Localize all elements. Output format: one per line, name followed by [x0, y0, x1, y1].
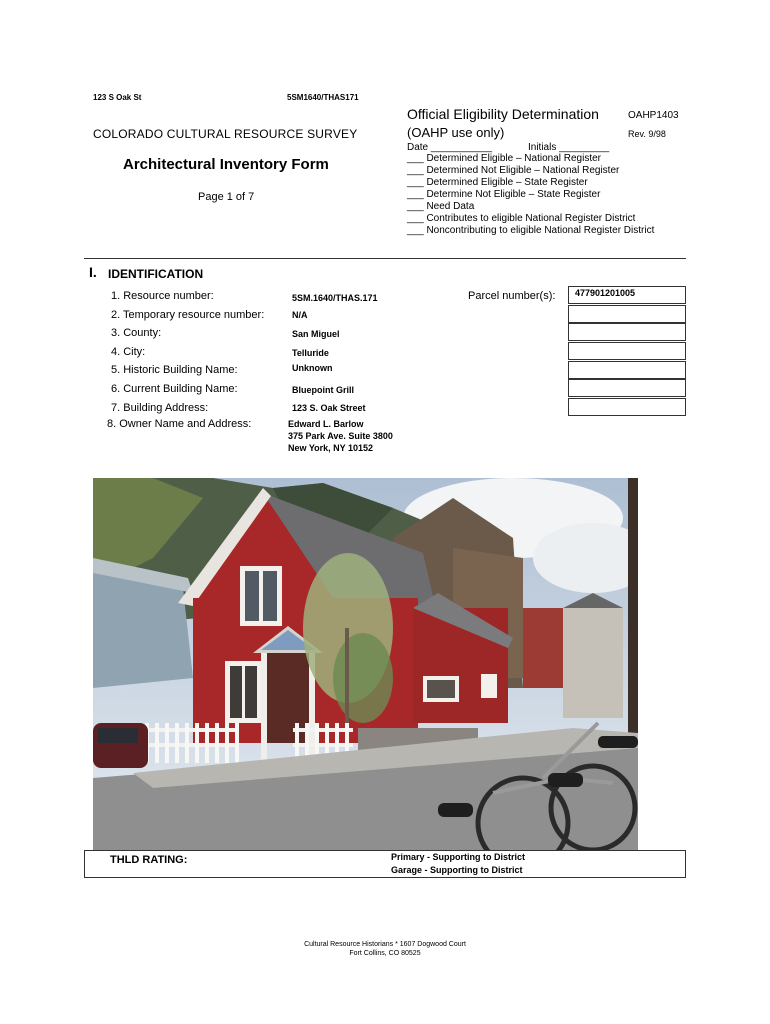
oahp-title: Official Eligibility Determination	[407, 106, 599, 122]
header-address: 123 S Oak St	[93, 93, 142, 102]
parcel-number-field[interactable]: 477901201005	[568, 286, 686, 304]
footer-line-1: Cultural Resource Historians * 1607 Dogwood Court	[304, 941, 466, 948]
eligibility-checklist	[407, 153, 654, 237]
rating-label: THLD RATING:	[110, 854, 188, 866]
rating-garage: Garage - Supporting to District	[391, 865, 523, 875]
label-temporary-resource-number: 2. Temporary resource number:	[111, 309, 265, 321]
value-owner-city: New York, NY 10152	[288, 443, 374, 453]
form-title: Architectural Inventory Form	[123, 156, 329, 173]
label-county: 3. County:	[111, 327, 162, 339]
page-label: Page 1 of 7	[198, 191, 255, 203]
parcel-number-field[interactable]	[568, 305, 686, 323]
value-owner-street: 375 Park Ave. Suite 3800	[288, 431, 393, 441]
parcel-number-field[interactable]	[568, 379, 686, 397]
parcel-number-field[interactable]	[568, 361, 686, 379]
section-divider	[84, 258, 686, 259]
value-building-address: 123 S. Oak Street	[292, 403, 366, 413]
initials-field[interactable]: Initials _________	[528, 142, 610, 153]
survey-title: COLORADO CULTURAL RESOURCE SURVEY	[93, 127, 358, 141]
header-site-id: 5SM1640/THAS171	[287, 93, 359, 102]
label-resource-number: 1. Resource number:	[111, 290, 214, 302]
oahp-code: OAHP1403	[628, 110, 679, 121]
value-owner-name: Edward L. Barlow	[288, 419, 364, 429]
label-city: 4. City:	[111, 346, 146, 358]
value-city: Telluride	[292, 348, 329, 358]
value-temporary-resource-number: N/A	[292, 310, 308, 320]
value-current-building-name: Bluepoint Grill	[292, 385, 354, 395]
checklist-item[interactable]: ___ Contributes to eligible National Register District	[407, 213, 636, 224]
value-resource-number: 5SM.1640/THAS.171	[292, 293, 378, 303]
parcel-number-field[interactable]	[568, 398, 686, 416]
checklist-item[interactable]: ___ Determined Eligible – State Register	[407, 177, 588, 188]
section-numeral: I.	[89, 264, 97, 280]
building-photo	[93, 478, 638, 850]
parcel-label: Parcel number(s):	[468, 290, 556, 302]
label-owner-name-address: 8. Owner Name and Address:	[107, 418, 252, 430]
checklist-item[interactable]: ___ Determined Not Eligible – National Register	[407, 165, 620, 176]
label-historic-building-name: 5. Historic Building Name:	[111, 364, 238, 376]
rating-box	[84, 850, 686, 878]
checklist-item[interactable]: ___ Noncontributing to eligible National Register District	[407, 225, 655, 236]
value-county: San Miguel	[292, 329, 340, 339]
value-historic-building-name: Unknown	[292, 363, 333, 373]
label-building-address: 7. Building Address:	[111, 402, 209, 414]
label-current-building-name: 6. Current Building Name:	[111, 383, 238, 395]
parcel-number-field[interactable]	[568, 323, 686, 341]
parcel-number-field[interactable]	[568, 342, 686, 360]
checklist-item[interactable]: ___ Determine Not Eligible – State Register	[407, 189, 601, 200]
rating-primary: Primary - Supporting to District	[391, 852, 526, 862]
checklist-item[interactable]: ___ Determined Eligible – National Register	[407, 153, 601, 164]
date-field[interactable]: Date ___________	[407, 142, 493, 153]
section-title: IDENTIFICATION	[108, 267, 204, 281]
footer-line-2: Fort Collins, CO 80525	[349, 950, 421, 957]
checklist-item[interactable]: ___ Need Data	[407, 201, 475, 212]
oahp-subtitle: (OAHP use only)	[407, 125, 505, 140]
oahp-rev: Rev. 9/98	[628, 129, 666, 139]
